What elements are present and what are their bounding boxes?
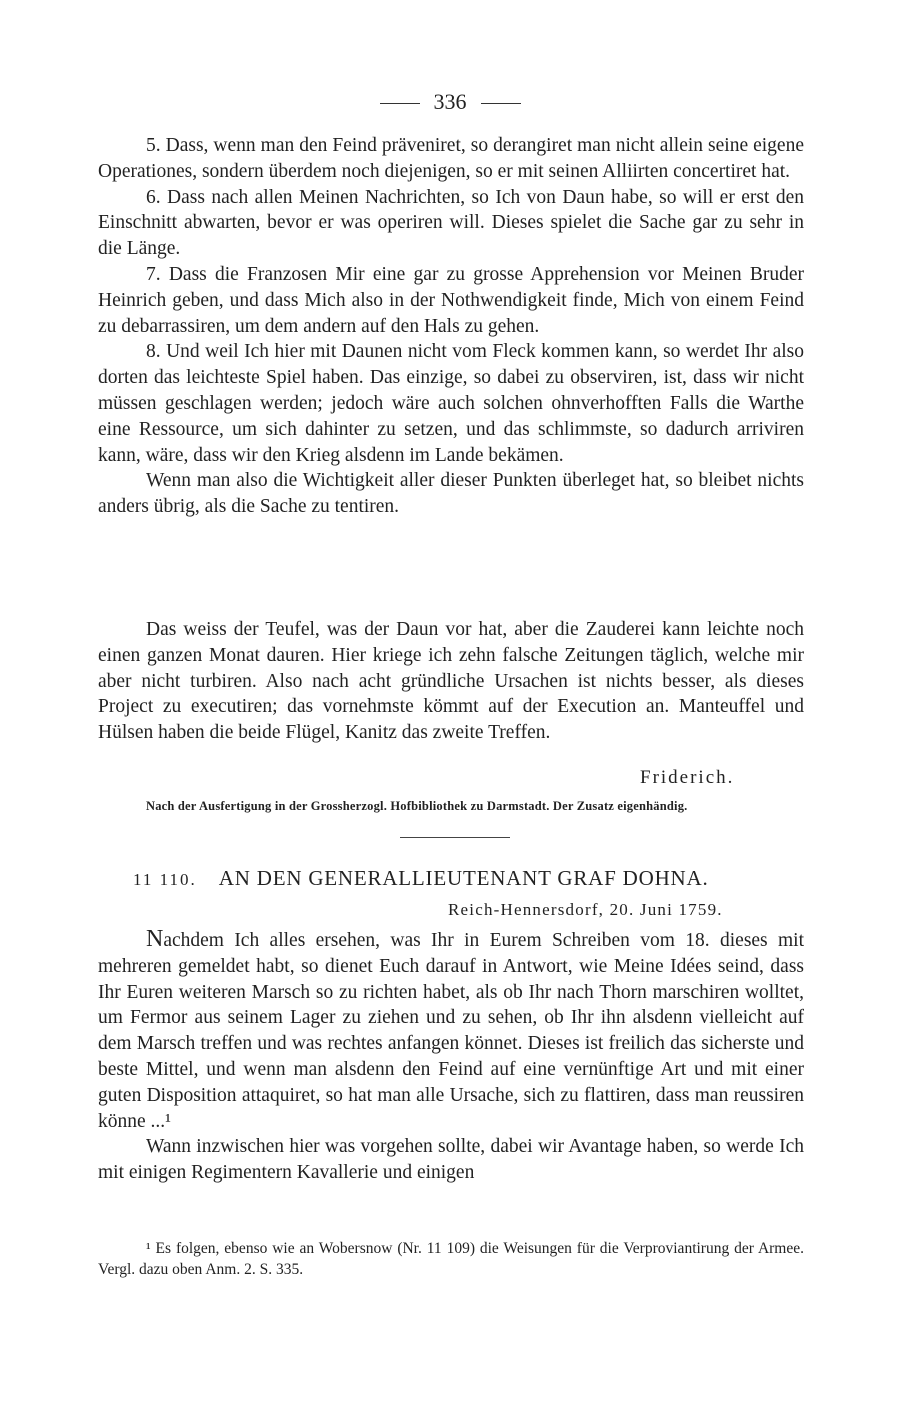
letter-paragraph-1 [98, 927, 804, 1134]
section-divider [400, 837, 510, 838]
letter-title: AN DEN GENERALLIEUTENANT GRAF DOHNA. [218, 866, 709, 890]
header-dash-right [481, 103, 521, 104]
footnote [98, 1238, 804, 1280]
point-5: 5. Dass, wenn man den Feind präveniret, so derangiret man nicht allein seine eigene Operationes, sondern überdem noch diejenigen, so er mit seinen Alliirten concertiret hat. [98, 135, 804, 182]
postscript [98, 617, 804, 746]
dropcap: N [146, 926, 164, 952]
footnote-text: ¹ Es folgen, ebenso wie an Wobersnow (Nr. 11 109) die Weisungen für die Verproviantirung der Armee. Vergl. dazu oben Anm. 2. S. 335. [98, 1240, 804, 1278]
letter-heading [133, 866, 833, 891]
numbered-points [98, 133, 804, 520]
place-date: Reich-Hennersdorf, 20. Juni 1759. [448, 900, 723, 919]
signature: Friderich. [640, 767, 735, 788]
conclusion-paragraph: Wenn man also die Wichtigkeit aller dieser Punkten überleget hat, so bleibet nichts anders übrig, als die Sache zu tentiren. [98, 470, 804, 518]
postscript-paragraph: Das weiss der Teufel, was der Daun vor hat, aber die Zauderei kann leichte noch einen ganzen Monat dauren. Hier kriege ich zehn falsche Zeitungen täglich, welche mir aber nicht turbiren. Also nach acht gründliche Ursachen ist nichts besser, als dieses Project zu executiren; das vornehmste kömmt auf der Execution an. Manteuffel und Hülsen haben die beide Flügel, Kanitz das zweite Treffen. [98, 619, 804, 744]
letter-paragraph-1-text: achdem Ich alles ersehen, was Ihr in Eurem Schreiben vom 18. dieses mit mehreren gemeldet habt, so dienet Euch darauf in Antwort, wie Meine Idées seind, dass Ihr Euren weiteren Marsch so zu richten habet, als ob Ihr nach Thorn marschiren wolltet, um Fermor aus seinem Lager zu ziehen und zu sehen, ob Ihr ihn alsdenn vielleicht auf dem Marsch treffen und was rechtes anfangen könnet. Dieses ist freilich das sicherste und beste Mittel, und wenn man alsdenn den Feind auf eine vernünftige Art und mit einer guten Disposition attaquiret, so hat man alle Ursache, sich zu flattiren, dass man reussiren könne ...¹ [98, 930, 804, 1132]
page-header [0, 88, 900, 116]
point-6: 6. Dass nach allen Meinen Nachrichten, so Ich von Daun habe, so will er erst den Einschnitt abwarten, bevor er was operiren will. Dieses spielet die Sache gar zu sehr in die Länge. [98, 186, 804, 260]
source-note [98, 797, 804, 815]
page-number: 336 [433, 89, 467, 114]
point-8: 8. Und weil Ich hier mit Daunen nicht vom Fleck kommen kann, so werdet Ihr also dorten das leichteste Spiel haben. Das einzige, so dabei zu observiren, ist, dass wir nicht müssen geschlagen werden; jedoch wäre auch solchen ohnverhofften Falls die Warthe eine Ressource, um sich dahinter zu setzen, und das schlimmste, so dadurch arriviren kann, wäre, dass wir den Krieg alsdenn im Lande bekämen. [98, 341, 804, 466]
source-note-text: Nach der Ausfertigung in der Grossherzogl. Hofbibliothek zu Darmstadt. Der Zusatz eigenhändig. [146, 799, 688, 813]
point-7: 7. Dass die Franzosen Mir eine gar zu grosse Apprehension vor Meinen Bruder Heinrich geben, und dass Mich also in der Nothwendigkeit finde, Mich von einem Feind zu debarrassiren, um dem andern auf den Hals zu gehen. [98, 263, 804, 337]
letter-body [98, 927, 804, 1186]
letter-number: 11 110. [133, 870, 197, 889]
header-dash-left [380, 103, 420, 104]
letter-paragraph-2: Wann inzwischen hier was vorgehen sollte, dabei wir Avantage haben, so werde Ich mit einigen Regimentern Kavallerie und einigen [98, 1136, 804, 1184]
